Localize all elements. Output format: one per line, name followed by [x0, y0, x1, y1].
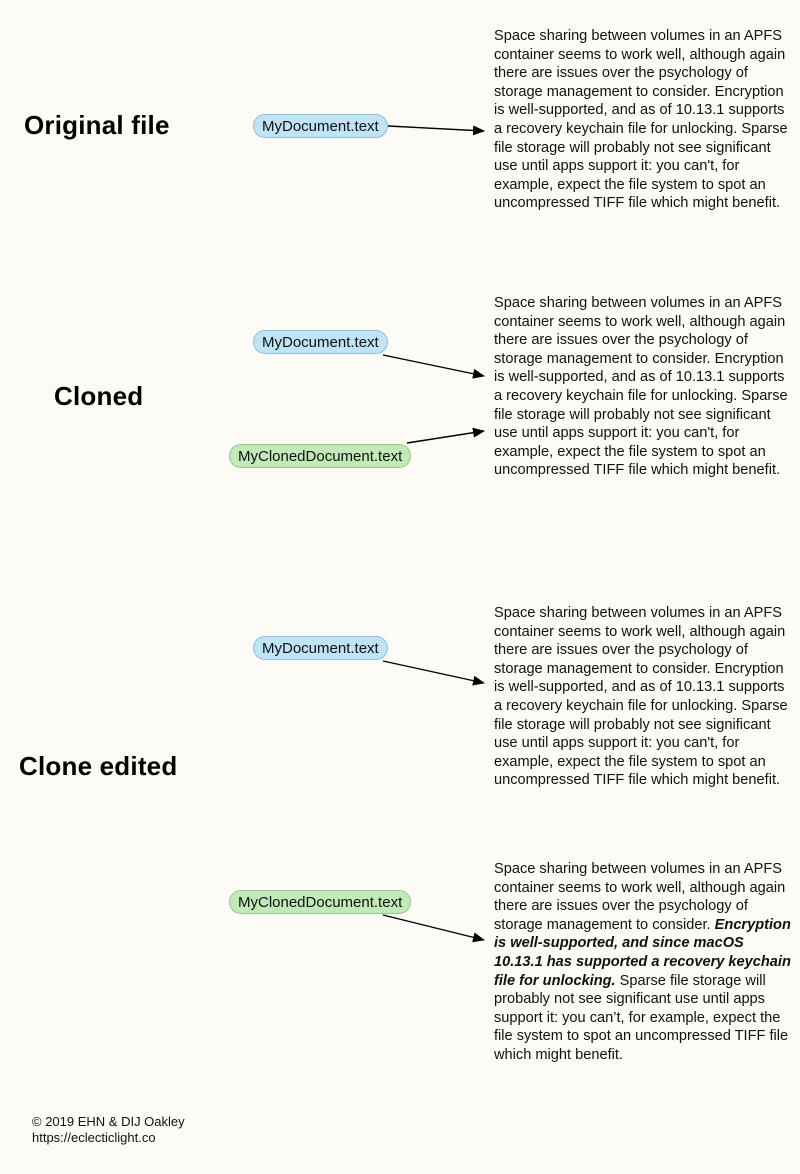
section-title-clone-edited: Clone edited — [19, 751, 178, 781]
arrow-edited-original — [383, 661, 484, 683]
arrow-cloned-clone — [407, 431, 484, 443]
arrow-original — [388, 126, 484, 131]
arrow-cloned-original — [383, 355, 484, 376]
file-node-original-cloned: MyDocument.text — [253, 330, 388, 354]
copyright-text: © 2019 EHN & DIJ Oakley — [32, 1114, 185, 1129]
document-block-shared: Space sharing between volumes in an APFS container seems to work well, although again there are issues over the psychology of storage management to consider. Encryption is well-supported, and as of 10.13.1 supports a recovery keychain file for unlocking. Sparse file storage will probably not see significant use until apps support it: you can't, for example, expect the file system to spot an uncompressed TIFF file which might benefit. — [494, 295, 788, 479]
file-node-clone-edited: MyClonedDocument.text — [229, 890, 411, 914]
edited-text-highlight: Encryption is well-supported, and since macOS 10.13.1 has supported a recovery keychain file for unlocking. — [494, 916, 791, 989]
file-node-original: MyDocument.text — [253, 114, 388, 138]
unchanged-text-after: Sparse file storage will probably not see significant use until apps support it: you can’t, for example, expect the file system to spot an uncompressed TIFF file which might benefit. — [494, 972, 789, 1063]
document-block-original-after-edit: Space sharing between volumes in an APFS container seems to work well, although again there are issues over the psychology of storage management to consider. Encryption is well-supported, and as of 10.13.1 supports a recovery keychain file for unlocking. Sparse file storage will probably not see significant use until apps support it: you can't, for example, expect the file system to spot an uncompressed TIFF file which might benefit. — [494, 605, 788, 789]
site-url: https://eclecticlight.co — [32, 1130, 156, 1145]
document-block-original: Space sharing between volumes in an APFS container seems to work well, although again there are issues over the psychology of storage management to consider. Encryption is well-supported, and as of 10.13.1 supports a recovery keychain file for unlocking. Sparse file storage will probably not see significant use until apps support it: you can't, for example, expect the file system to spot an uncompressed TIFF file which might benefit. — [494, 28, 788, 212]
file-node-clone: MyClonedDocument.text — [229, 444, 411, 468]
unchanged-text-before: Space sharing between volumes in an APFS container seems to work well, although again there are issues over the psychology of storage management to consider. — [494, 861, 786, 933]
section-title-cloned: Cloned — [54, 381, 144, 411]
document-block-edited-clone — [494, 860, 794, 1065]
arrow-edited-clone — [383, 915, 484, 940]
footer — [32, 1114, 185, 1146]
section-title-original: Original file — [24, 110, 170, 140]
file-node-original-edited: MyDocument.text — [253, 636, 388, 660]
